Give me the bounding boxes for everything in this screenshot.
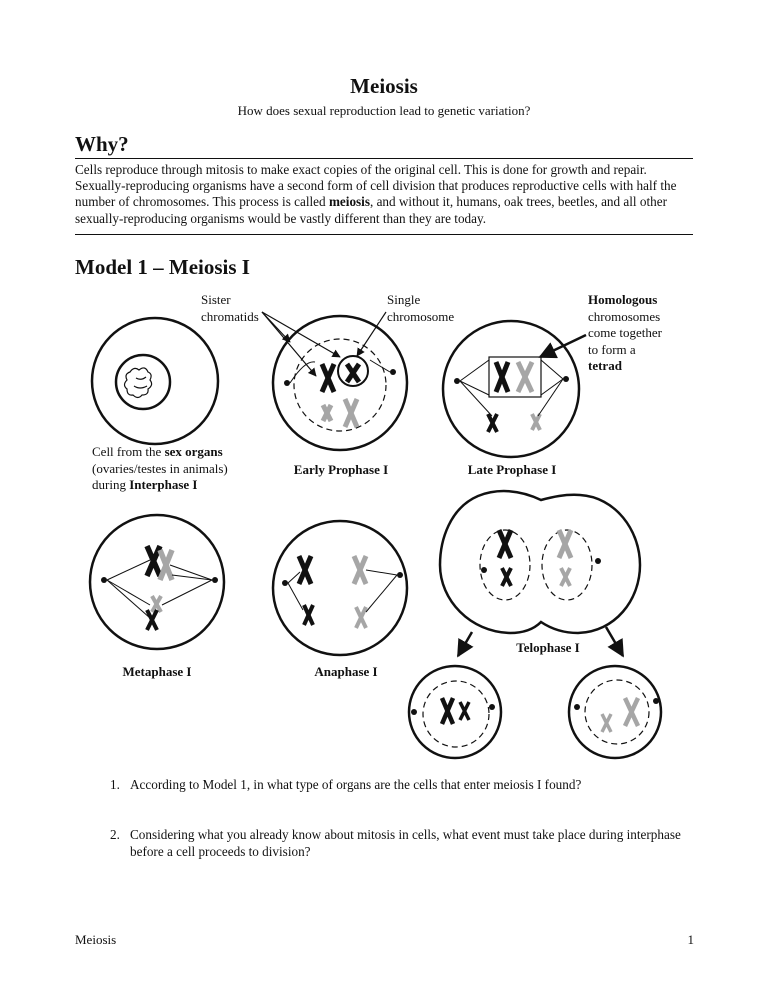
telophase-cell — [440, 491, 640, 633]
late-prophase-cell — [443, 321, 579, 457]
page-subtitle: How does sexual reproduction lead to genetic variation? — [237, 103, 531, 118]
anaphase-cell — [273, 521, 407, 655]
sister-chromatids-label: Sister chromatids — [201, 292, 259, 324]
why-text-part-2: , and without it, humans, oak trees, beetles, and all other sexually-reproducing organisms would be vastly different than they are today. — [75, 194, 667, 226]
sister-chromatids-pointer — [262, 312, 340, 376]
question-number: 1. — [110, 777, 120, 792]
chromatin-icon — [125, 368, 152, 398]
homologous-label: Homologous chromosomes come together to form a tetrad — [588, 292, 662, 373]
why-bold-term: meiosis — [328, 194, 370, 210]
question-1 — [110, 776, 710, 796]
telophase-label: Telophase I — [516, 640, 580, 655]
page-title: Meiosis — [350, 74, 418, 98]
footer-title: Meiosis — [75, 932, 117, 947]
early-prophase-label: Early Prophase I — [293, 462, 389, 477]
question-2 — [110, 826, 710, 866]
why-text-part-1: Cells reproduce through mitosis to make exact copies of the original cell. This is done for growth and repair. Sexually-reproducing organisms have a second form of cell division that produces reproductive cells with half the number of chromosomes. This process is called — [75, 162, 677, 210]
anaphase-label: Anaphase I — [314, 664, 378, 679]
interphase-cell — [92, 318, 218, 444]
model-heading: Model 1 – Meiosis I — [75, 255, 250, 279]
single-chromosome-label: Single chromosome — [387, 292, 455, 324]
interphase-label: Cell from the sex organs (ovaries/testes in animals) during Interphase I — [92, 444, 228, 492]
late-prophase-label: Late Prophase I — [467, 462, 557, 477]
tetrad-pointer — [540, 335, 586, 357]
early-prophase-cell — [273, 316, 407, 450]
page-number: 1 — [687, 932, 694, 947]
metaphase-cell — [90, 515, 224, 649]
question-text: According to Model 1, in what type of organs are the cells that enter meiosis I found? — [130, 777, 582, 792]
daughter-cell-right — [569, 666, 661, 758]
metaphase-label: Metaphase I — [122, 664, 192, 679]
why-heading: Why? — [75, 132, 129, 156]
question-text: Considering what you already know about mitosis in cells, what event must take place during interphase before a cell proceeds to division? — [130, 827, 681, 859]
question-number: 2. — [110, 827, 120, 842]
